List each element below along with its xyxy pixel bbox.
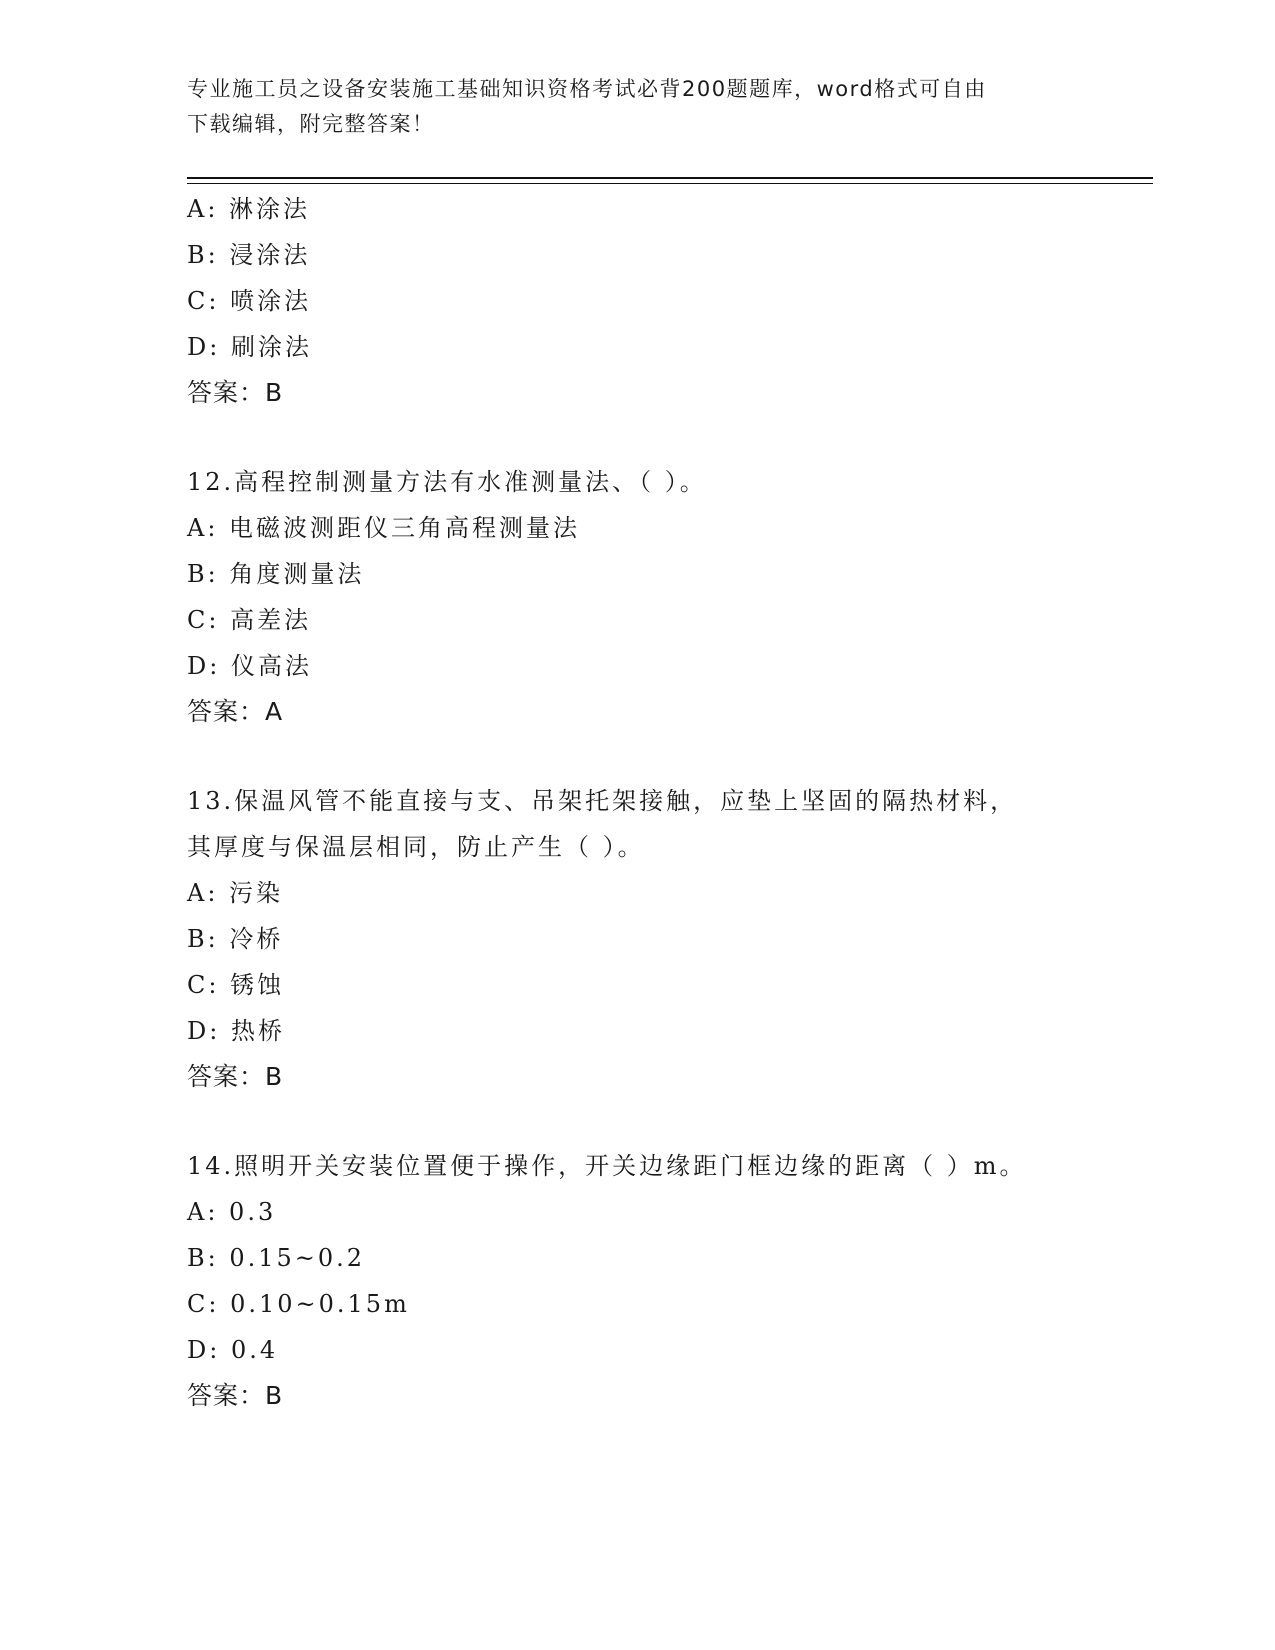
question-text-line-1: 13.保温风管不能直接与支、吊架托架接触，应垫上坚固的隔热材料， (187, 787, 1018, 815)
question-list (187, 186, 1153, 1419)
option-c: C: 锈蚀 (187, 971, 285, 999)
header-line-1: 专业施工员之设备安装施工基础知识资格考试必背200题题库，word格式可自由 (187, 77, 987, 101)
header-rule-thick (187, 177, 1153, 179)
option-d: D: 0.4 (187, 1336, 279, 1364)
option-a: A: 0.3 (187, 1198, 277, 1226)
option-b: B: 浸涂法 (187, 241, 311, 269)
option-b: B: 冷桥 (187, 925, 284, 953)
question-text: 14.照明开关安装位置便于操作，开关边缘距门框边缘的距离（ ）m。 (187, 1152, 1027, 1180)
question-11 (187, 186, 1153, 416)
option-c: C: 0.10~0.15m (187, 1290, 410, 1318)
answer: 答案：B (187, 1381, 284, 1410)
answer: 答案：B (187, 1062, 284, 1091)
header-line-2: 下载编辑，附完整答案！ (187, 112, 435, 136)
option-a: A: 电磁波测距仪三角高程测量法 (187, 514, 581, 542)
header-rule-thin (187, 183, 1153, 184)
option-d: D: 刷涂法 (187, 333, 312, 361)
option-a: A: 淋涂法 (187, 195, 311, 223)
answer: 答案：A (187, 697, 284, 726)
question-text: 12.高程控制测量方法有水准测量法、（ ）。 (187, 468, 707, 496)
question-text-line-2: 其厚度与保温层相同，防止产生（ ）。 (187, 833, 645, 861)
option-c: C: 喷涂法 (187, 287, 312, 315)
question-gap (187, 735, 1153, 778)
question-13 (187, 778, 1153, 1100)
question-gap (187, 416, 1153, 459)
option-d: D: 热桥 (187, 1017, 285, 1045)
option-d: D: 仪高法 (187, 652, 312, 680)
question-gap (187, 1100, 1153, 1143)
option-b: B: 角度测量法 (187, 560, 365, 588)
option-b: B: 0.15~0.2 (187, 1244, 366, 1272)
question-12 (187, 459, 1153, 735)
option-c: C: 高差法 (187, 606, 312, 634)
document-header (187, 72, 1067, 142)
option-a: A: 污染 (187, 879, 284, 907)
answer: 答案：B (187, 378, 284, 407)
question-14 (187, 1143, 1153, 1419)
